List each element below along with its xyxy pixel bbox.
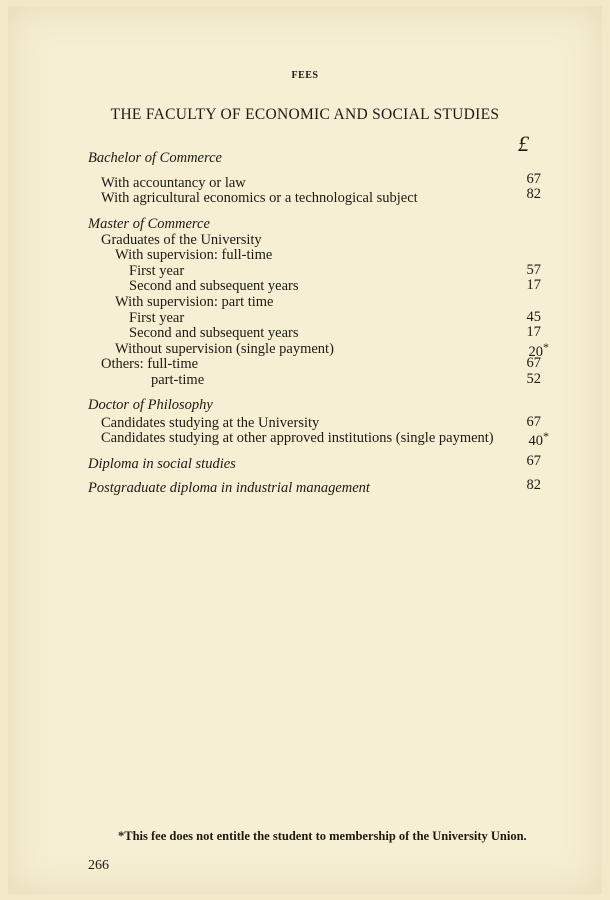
running-head: FEES [291,70,319,81]
fee-line-label: Second and subsequent years [129,278,299,294]
fee-line-label: With supervision: part time [115,294,274,310]
section-heading-mcom: Master of Commerce [88,216,210,232]
fee-amount: 67 [526,171,541,187]
fee-line-label: First year [129,263,185,279]
fee-amount: 20 [528,344,543,360]
fee-line-label: Candidates studying at other approved institutions (single payment) [101,430,494,446]
fee-amount: 52 [526,371,541,387]
fee-line-label: Others: full-time [101,356,199,372]
page-title: THE FACULTY OF ECONOMIC AND SOCIAL STUDIES [110,106,500,123]
page-background [8,6,602,894]
fee-line-label: Candidates studying at the University [101,415,320,431]
fee-amount: 17 [526,324,541,340]
section-heading-diploma-social: Diploma in social studies [88,456,236,472]
fee-line-label: With accountancy or law [101,175,246,191]
fee-line-label: With supervision: full-time [115,247,273,263]
fee-amount: 67 [526,355,541,371]
footnote-marker: * [543,340,549,354]
fee-amount: 57 [526,262,541,278]
fee-amount: 67 [526,453,541,469]
fee-amount: 17 [526,277,541,293]
fee-line-label: part-time [151,372,205,388]
currency-column-heading: £ [518,131,529,156]
footnote-marker: * [543,429,549,443]
section-heading-pg-diploma: Postgraduate diploma in industrial management [88,480,370,496]
fee-amount: 82 [526,186,541,202]
fee-line-label: Second and subsequent years [129,325,299,341]
section-heading-bcom: Bachelor of Commerce [88,150,222,166]
fee-line-label: Graduates of the University [101,232,262,248]
fee-line-label: First year [129,310,185,326]
section-heading-phd: Doctor of Philosophy [88,397,213,413]
footnote: *This fee does not entitle the student to membership of the University Union. [118,829,527,843]
fee-amount: 40 [528,433,543,449]
fee-amount: 45 [526,309,541,325]
fee-amount: 67 [526,414,541,430]
page-number: 266 [88,858,109,873]
fee-amount: 82 [526,477,541,493]
fee-amount-starred [496,429,549,450]
fee-line-label: With agricultural economics or a technological subject [101,190,418,206]
fee-line-label: Without supervision (single payment) [115,341,334,357]
